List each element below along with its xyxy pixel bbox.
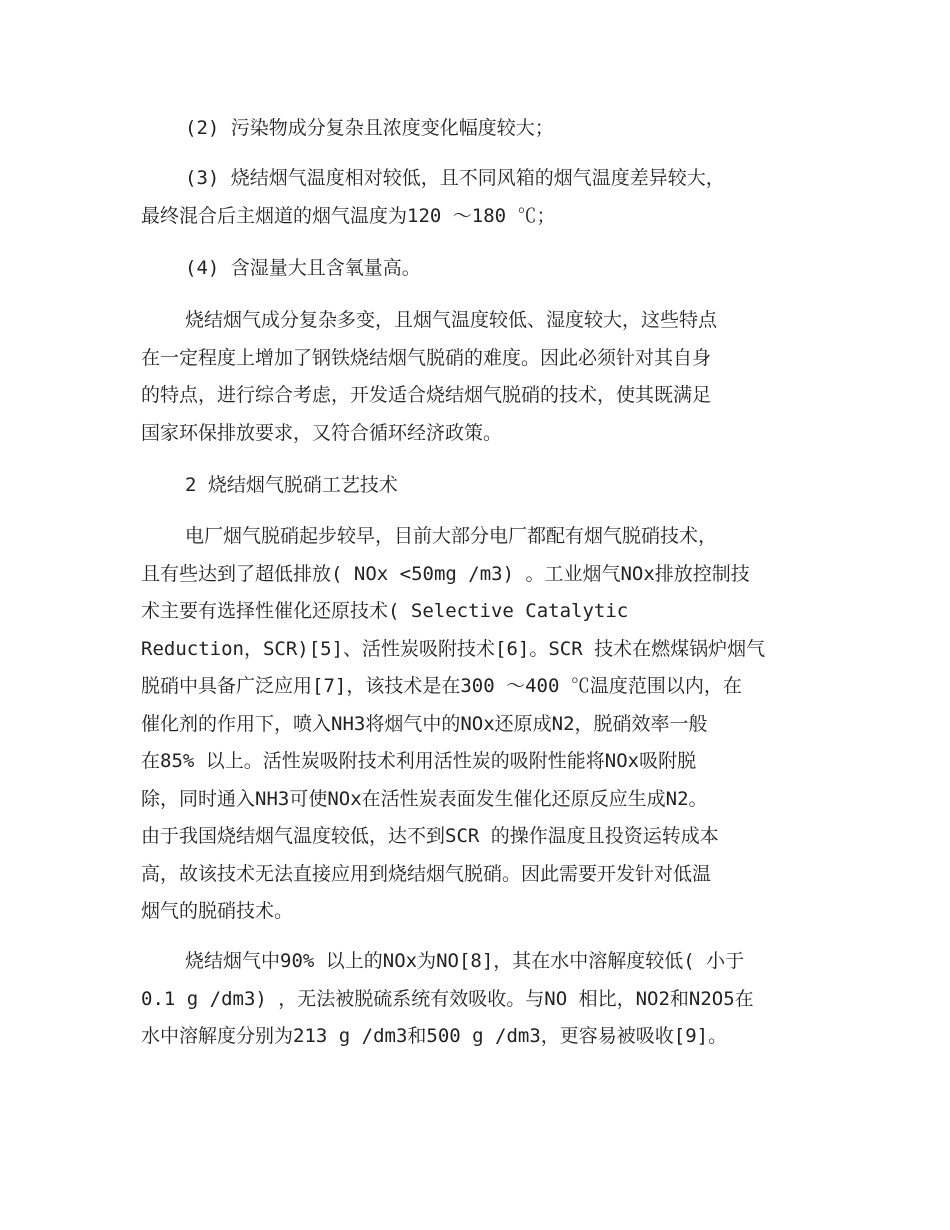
- paragraph-summary: [141, 302, 813, 452]
- text-line: 水中溶解度分别为213 g /dm3和500 g /dm3，更容易被吸收[9]。: [141, 1025, 728, 1047]
- text-line: 高，故该技术无法直接应用到烧结烟气脱硝。因此需要开发针对低温: [141, 862, 712, 885]
- paragraph-power-plant: [141, 518, 813, 931]
- text-line: (3) 烧结烟气温度相对较低，且不同风箱的烟气温度差异较大，: [185, 167, 725, 189]
- text-line: 脱硝中具备广泛应用[7]，该技术是在300 ～400 ℃温度范围以内，在: [141, 675, 742, 697]
- text-line: 0.1 g /dm3) ，无法被脱硫系统有效吸收。与NO 相比，NO2和N2O5在: [141, 987, 754, 1010]
- section-heading: [141, 467, 813, 505]
- text-line: 且有些达到了超低排放( NOx <50mg /m3) 。工业烟气NOx排放控制技: [141, 562, 750, 585]
- text-line: 最终混合后主烟道的烟气温度为120 ～180 ℃；: [141, 204, 556, 227]
- text-line: 国家环保排放要求，又符合循环经济政策。: [141, 421, 503, 444]
- paragraph-nox-solubility: [141, 943, 813, 1056]
- text-line: 烟气的脱硝技术。: [141, 900, 294, 922]
- list-item-2: [141, 110, 813, 148]
- text-line: 烧结烟气成分复杂多变，且烟气温度较低、湿度较大，这些特点: [185, 309, 718, 331]
- text-line: 烧结烟气中90% 以上的NOx为NO[8]，其在水中溶解度较低( 小于: [185, 950, 745, 972]
- text-line: 的特点，进行综合考虑，开发适合烧结烟气脱硝的技术，使其既满足: [141, 384, 712, 406]
- text-line: 催化剂的作用下，喷入NH3将烟气中的NOx还原成N2，脱硝效率一般: [141, 712, 708, 735]
- text-line: (2) 污染物成分复杂且浓度变化幅度较大；: [185, 117, 554, 139]
- list-item-4: [141, 250, 813, 288]
- text-line: 在85% 以上。活性炭吸附技术利用活性炭的吸附性能将NOx吸附脱: [141, 750, 697, 772]
- text-line: 2 烧结烟气脱硝工艺技术: [185, 474, 398, 496]
- text-line: 电厂烟气脱硝起步较早，目前大部分电厂都配有烟气脱硝技术，: [185, 525, 718, 547]
- text-line: Reduction，SCR)[5]、活性炭吸附技术[6]。SCR 技术在燃煤锅炉烟气: [141, 637, 766, 660]
- text-line: 除，同时通入NH3可使NOx在活性炭表面发生催化还原反应生成N2。: [141, 787, 708, 810]
- list-item-3: [141, 160, 813, 235]
- text-line: (4) 含湿量大且含氧量高。: [185, 257, 421, 279]
- text-line: 在一定程度上增加了钢铁烧结烟气脱硝的难度。因此必须针对其自身: [141, 346, 712, 369]
- text-line: 由于我国烧结烟气温度较低，达不到SCR 的操作温度且投资运转成本: [141, 825, 719, 847]
- text-line: 术主要有选择性催化还原技术( Selective Catalytic: [141, 600, 629, 622]
